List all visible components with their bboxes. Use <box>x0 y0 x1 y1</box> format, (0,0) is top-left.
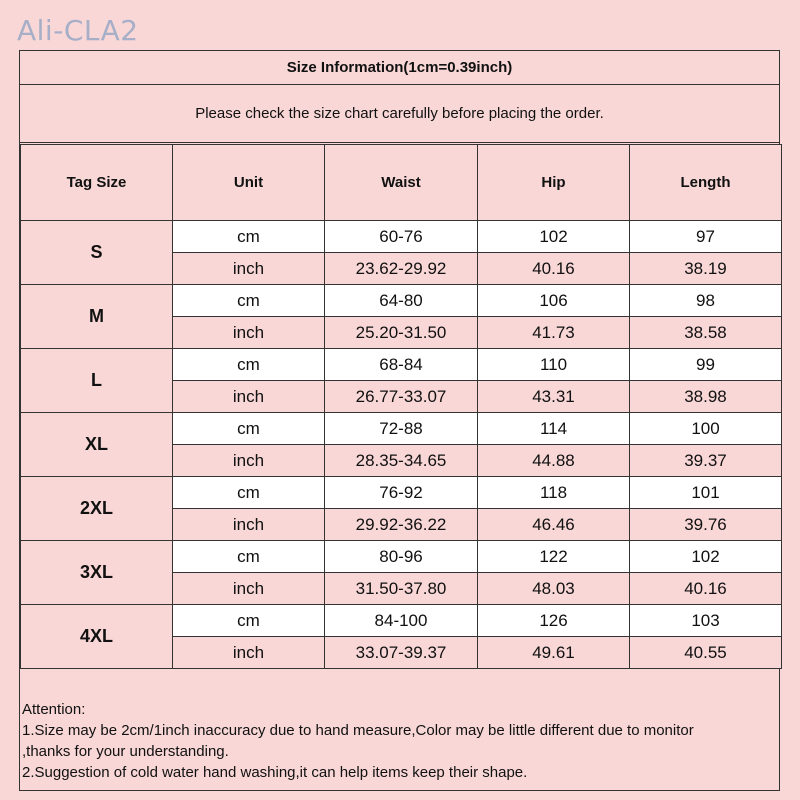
hip-cell: 44.88 <box>478 445 630 477</box>
waist-cell: 29.92-36.22 <box>325 509 478 541</box>
hip-cell: 102 <box>478 221 630 253</box>
chart-title: Size Information(1cm=0.39inch) <box>20 51 779 85</box>
table-row <box>21 541 782 573</box>
attention-notes <box>22 699 777 783</box>
waist-cell: 25.20-31.50 <box>325 317 478 349</box>
table-row <box>21 285 782 317</box>
waist-cell: 64-80 <box>325 285 478 317</box>
unit-cell: inch <box>173 381 325 413</box>
chart-note: Please check the size chart carefully before placing the order. <box>20 84 779 143</box>
waist-cell: 76-92 <box>325 477 478 509</box>
unit-cell: inch <box>173 445 325 477</box>
unit-cell: cm <box>173 477 325 509</box>
waist-cell: 31.50-37.80 <box>325 573 478 605</box>
tag-size-cell: S <box>21 221 173 285</box>
header-unit: Unit <box>173 145 325 221</box>
hip-cell: 106 <box>478 285 630 317</box>
hip-cell: 118 <box>478 477 630 509</box>
waist-cell: 23.62-29.92 <box>325 253 478 285</box>
attention-line: 1.Size may be 2cm/1inch inaccuracy due to hand measure,Color may be little different due to monitor <box>22 722 694 739</box>
waist-cell: 72-88 <box>325 413 478 445</box>
waist-cell: 80-96 <box>325 541 478 573</box>
header-length: Length <box>630 145 782 221</box>
unit-cell: inch <box>173 573 325 605</box>
unit-cell: cm <box>173 413 325 445</box>
tag-size-cell: 4XL <box>21 605 173 669</box>
waist-cell: 28.35-34.65 <box>325 445 478 477</box>
length-cell: 39.37 <box>630 445 782 477</box>
size-chart-frame <box>19 50 780 791</box>
unit-cell: cm <box>173 349 325 381</box>
table-header-row <box>21 145 782 221</box>
hip-cell: 46.46 <box>478 509 630 541</box>
hip-cell: 114 <box>478 413 630 445</box>
hip-cell: 49.61 <box>478 637 630 669</box>
hip-cell: 122 <box>478 541 630 573</box>
unit-cell: inch <box>173 637 325 669</box>
length-cell: 98 <box>630 285 782 317</box>
table-row <box>21 413 782 445</box>
table-row <box>21 477 782 509</box>
hip-cell: 41.73 <box>478 317 630 349</box>
unit-cell: inch <box>173 509 325 541</box>
size-table <box>20 144 782 669</box>
table-row <box>21 349 782 381</box>
header-tag-size: Tag Size <box>21 145 173 221</box>
hip-cell: 43.31 <box>478 381 630 413</box>
hip-cell: 40.16 <box>478 253 630 285</box>
attention-line: 2.Suggestion of cold water hand washing,it can help items keep their shape. <box>22 764 528 781</box>
attention-line: ,thanks for your understanding. <box>22 743 229 760</box>
waist-cell: 68-84 <box>325 349 478 381</box>
unit-cell: cm <box>173 541 325 573</box>
waist-cell: 26.77-33.07 <box>325 381 478 413</box>
length-cell: 38.98 <box>630 381 782 413</box>
unit-cell: inch <box>173 253 325 285</box>
length-cell: 103 <box>630 605 782 637</box>
tag-size-cell: L <box>21 349 173 413</box>
tag-size-cell: M <box>21 285 173 349</box>
tag-size-cell: 2XL <box>21 477 173 541</box>
table-row <box>21 605 782 637</box>
tag-size-cell: 3XL <box>21 541 173 605</box>
attention-heading: Attention: <box>22 701 86 718</box>
length-cell: 38.58 <box>630 317 782 349</box>
length-cell: 100 <box>630 413 782 445</box>
length-cell: 97 <box>630 221 782 253</box>
header-waist: Waist <box>325 145 478 221</box>
length-cell: 38.19 <box>630 253 782 285</box>
length-cell: 99 <box>630 349 782 381</box>
tag-size-cell: XL <box>21 413 173 477</box>
unit-cell: cm <box>173 221 325 253</box>
unit-cell: cm <box>173 605 325 637</box>
waist-cell: 33.07-39.37 <box>325 637 478 669</box>
length-cell: 39.76 <box>630 509 782 541</box>
unit-cell: inch <box>173 317 325 349</box>
watermark-logo: Ali-CLA2 <box>17 14 139 47</box>
header-hip: Hip <box>478 145 630 221</box>
table-row <box>21 221 782 253</box>
unit-cell: cm <box>173 285 325 317</box>
length-cell: 101 <box>630 477 782 509</box>
length-cell: 40.16 <box>630 573 782 605</box>
waist-cell: 60-76 <box>325 221 478 253</box>
length-cell: 102 <box>630 541 782 573</box>
length-cell: 40.55 <box>630 637 782 669</box>
waist-cell: 84-100 <box>325 605 478 637</box>
hip-cell: 126 <box>478 605 630 637</box>
hip-cell: 110 <box>478 349 630 381</box>
hip-cell: 48.03 <box>478 573 630 605</box>
